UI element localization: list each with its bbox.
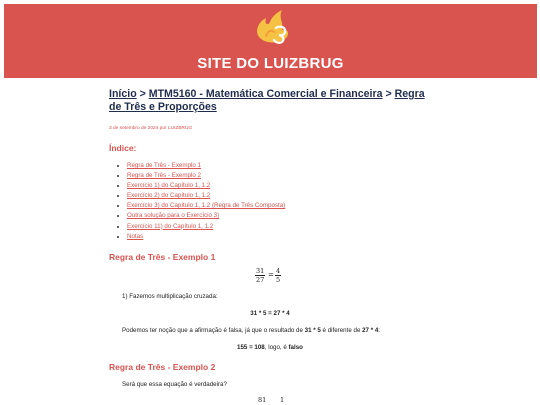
toc-item	[127, 201, 285, 211]
question-text: Será que essa equação é verdadeira?	[122, 381, 227, 388]
text-fragment: , logo, é	[264, 344, 289, 351]
site-header	[4, 4, 537, 78]
toc-link[interactable]: Exercício 2) do Capítulo 1, 1.2	[127, 192, 211, 200]
text-fragment: :	[378, 327, 381, 334]
toc-link[interactable]: Regra de Três - Exemplo 2	[127, 172, 201, 180]
fraction-denominator: 27	[256, 276, 265, 284]
breadcrumb-separator: >	[136, 88, 149, 100]
bold-fragment: 27 * 4	[362, 327, 379, 334]
section-title-example-1: Regra de Três - Exemplo 1	[109, 252, 216, 262]
fraction-numerator: 31	[256, 267, 265, 275]
post-meta: 3 de setembro de 2024 por LUIZBRUG	[109, 126, 193, 131]
article	[109, 88, 431, 404]
toc-link[interactable]: Exercício 11) do Capítulo 1, 1.2	[127, 222, 214, 230]
text-fragment: é diferente de	[320, 327, 363, 334]
toc-item	[127, 211, 285, 221]
toc-link[interactable]: Regra de Três - Exemplo 1	[127, 162, 201, 169]
toc-link[interactable]: Notas	[127, 232, 144, 240]
breadcrumb-separator: >	[382, 88, 395, 100]
toc-item	[127, 181, 285, 191]
fraction-numerator: 81	[258, 396, 267, 404]
fraction-numerator: 1	[280, 396, 285, 404]
fraction-denominator: 5	[276, 276, 281, 284]
section-title-example-2: Regra de Três - Exemplo 2	[109, 362, 216, 372]
fraction-right	[275, 267, 281, 284]
fraction-left	[255, 267, 265, 284]
table-of-contents	[118, 161, 285, 242]
breadcrumb-course-link[interactable]: MTM5160 - Matemática Comercial e Financeira	[148, 88, 383, 100]
toc-link[interactable]: Outra solução para o Exercício 3)	[127, 212, 220, 220]
toc-item	[127, 161, 285, 171]
breadcrumb-home-link[interactable]: Início	[109, 88, 137, 100]
toc-item	[127, 171, 285, 181]
text-fragment: Podemos ter noção que a afirmação é falsa, já que o resultado de	[122, 327, 305, 334]
result-text	[109, 344, 431, 351]
toc-item	[127, 232, 285, 242]
index-title: Índice:	[109, 143, 137, 153]
toc-link[interactable]: Exercício 3) do Capítulo 1, 1.2 (Regra de Três Composta)	[127, 202, 286, 210]
explanation-text	[122, 327, 380, 334]
cross-multiplication: 31 * 5 = 27 * 4	[250, 310, 290, 317]
equals-sign: =	[268, 271, 274, 279]
bold-fragment: 31 * 5	[304, 327, 321, 334]
site-title[interactable]: SITE DO LUIZBRUG	[197, 55, 344, 72]
toc-item	[127, 191, 285, 201]
breadcrumb	[109, 88, 431, 114]
breadcrumb-current-link[interactable]: Regra de Três e Proporções	[109, 88, 425, 113]
toc-link[interactable]: Exercício 1) do Capítulo 1, 1.2	[127, 182, 211, 190]
step-text: 1) Fazemos multiplicação cruzada:	[122, 293, 218, 300]
toc-item	[127, 222, 285, 232]
bold-fragment: falso	[288, 344, 303, 351]
fraction-numerator: 4	[276, 267, 281, 275]
flame-logo-icon[interactable]	[252, 8, 292, 46]
bold-fragment: 155 = 108	[237, 344, 265, 351]
